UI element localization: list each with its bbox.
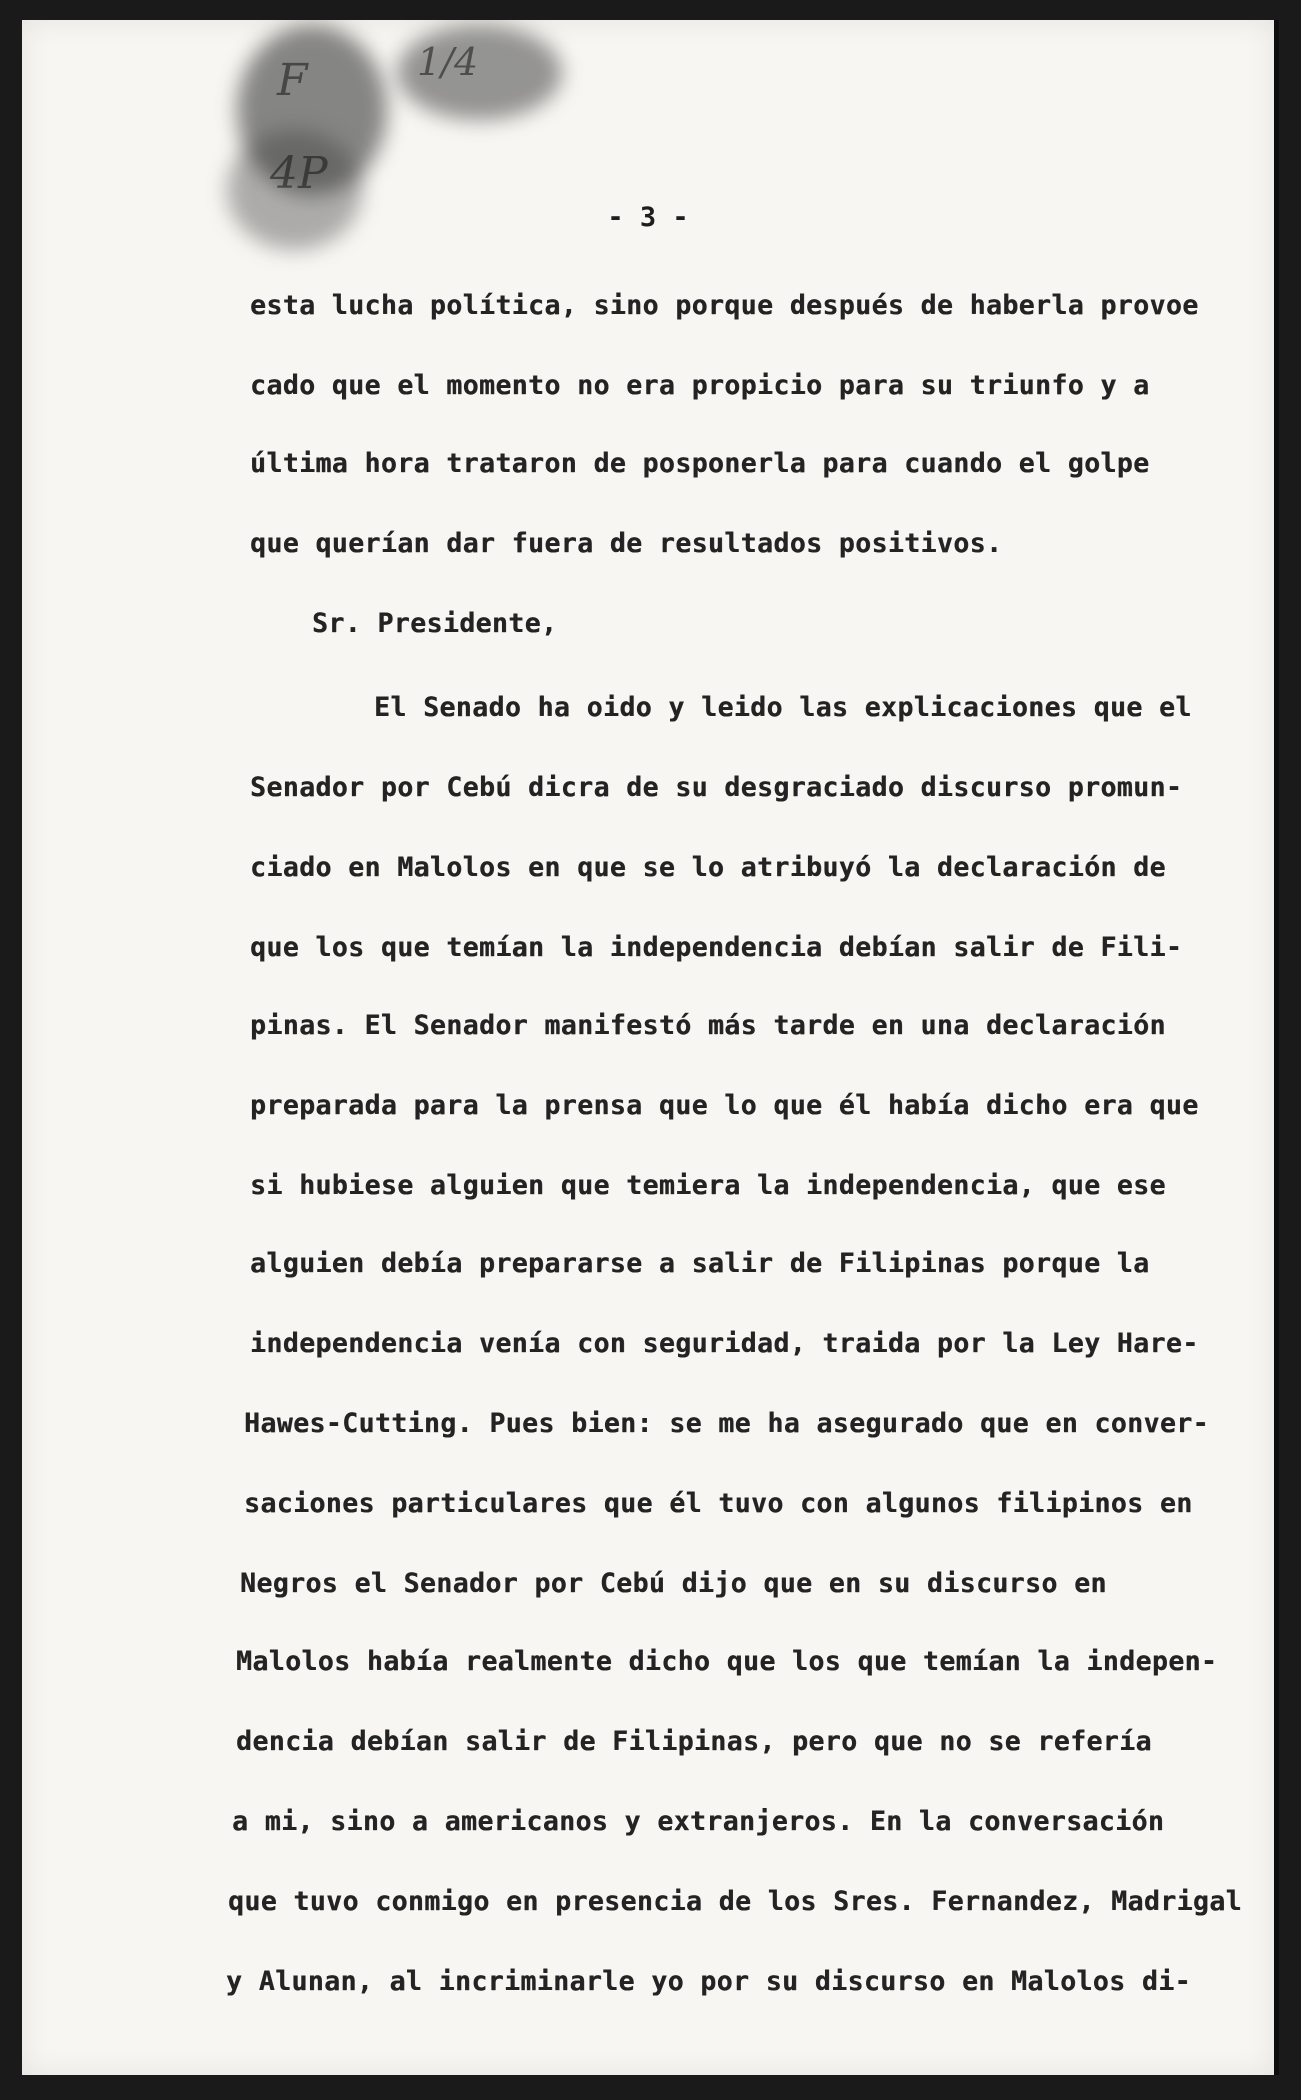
- page-number: - 3 -: [607, 202, 689, 233]
- text-line: Senador por Cebú dicra de su desgraciado discurso promun-: [250, 772, 1183, 803]
- text-line: Negros el Senador por Cebú dijo que en su discurso en: [240, 1568, 1107, 1599]
- text-line: independencia venía con seguridad, traida por la Ley Hare-: [250, 1328, 1199, 1359]
- text-line: que los que temían la independencia debían salir de Fili-: [250, 932, 1183, 963]
- text-line: si hubiese alguien que temiera la independencia, que ese: [250, 1170, 1166, 1201]
- text-line: ciado en Malolos en que se lo atribuyó la declaración de: [250, 852, 1166, 883]
- handwritten-mark: F: [277, 55, 308, 106]
- text-line: alguien debía prepararse a salir de Filipinas porque la: [250, 1248, 1150, 1279]
- text-line: y Alunan, al incriminarle yo por su discurso en Malolos di-: [226, 1966, 1191, 1997]
- text-line: esta lucha política, sino porque después de haberla provoe: [250, 290, 1199, 321]
- handwritten-mark: 1/4: [417, 40, 479, 84]
- text-line: saciones particulares que él tuvo con algunos filipinos en: [244, 1488, 1193, 1519]
- document-page: [22, 20, 1279, 2075]
- text-line: dencia debían salir de Filipinas, pero que no se refería: [236, 1726, 1152, 1757]
- text-line: que querían dar fuera de resultados positivos.: [250, 528, 1003, 559]
- text-line: preparada para la prensa que lo que él había dicho era que: [250, 1090, 1199, 1121]
- handwritten-mark: 4P: [270, 148, 328, 199]
- text-line: Hawes-Cutting. Pues bien: se me ha asegurado que en conver-: [244, 1408, 1209, 1439]
- text-line: última hora trataron de posponerla para cuando el golpe: [250, 448, 1150, 479]
- text-line: pinas. El Senador manifestó más tarde en una declaración: [250, 1010, 1166, 1041]
- salutation: Sr. Presidente,: [312, 608, 558, 639]
- text-line: cado que el momento no era propicio para su triunfo y a: [250, 370, 1150, 401]
- text-line: Malolos había realmente dicho que los que temían la indepen-: [236, 1646, 1218, 1677]
- text-line: a mi, sino a americanos y extranjeros. En la conversación: [232, 1806, 1165, 1837]
- text-line: El Senado ha oido y leido las explicaciones que el: [374, 692, 1192, 723]
- text-line: que tuvo conmigo en presencia de los Sres. Fernandez, Madrigal: [228, 1886, 1242, 1917]
